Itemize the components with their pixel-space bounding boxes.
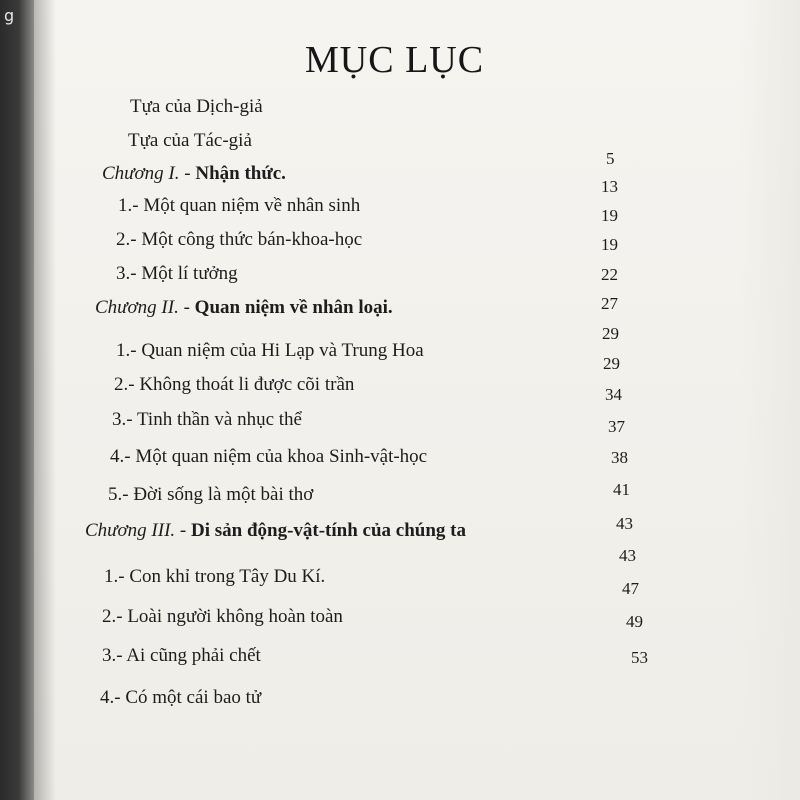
toc-entry: Tựa của Tác-giả: [128, 130, 252, 151]
page-number: 22: [601, 265, 618, 284]
page-number: 38: [611, 448, 628, 467]
toc-entry: 4.- Một quan niệm của khoa Sinh-vật-học: [110, 446, 428, 467]
toc-entry: 2.- Một công thức bán-khoa-học: [116, 229, 363, 250]
toc-entry: 3.- Một lí tưởng: [116, 263, 238, 284]
page-number: 49: [626, 612, 643, 631]
toc-entry: 2.- Không thoát li được cõi trần: [114, 374, 355, 395]
page-number: 13: [601, 177, 618, 196]
page-number: 47: [622, 579, 639, 598]
chapter-prefix: Chương III. -: [85, 520, 187, 541]
toc-entry: 1.- Quan niệm của Hi Lạp và Trung Hoa: [116, 340, 424, 361]
toc-entry: 1.- Con khỉ trong Tây Du Kí.: [104, 566, 326, 587]
chapter-title: Di sản động-vật-tính của chúng ta: [190, 520, 467, 541]
toc-entry: Tựa của Dịch-giả: [130, 96, 263, 117]
chapter-heading: [95, 297, 393, 319]
toc-entry: 5.- Đời sống là một bài thơ: [108, 484, 314, 505]
page-number: 5: [606, 149, 615, 168]
chapter-heading: [85, 520, 466, 542]
page-number: 19: [601, 235, 618, 254]
chapter-title: Nhận thức.: [195, 163, 286, 184]
chapter-prefix: Chương I. -: [102, 163, 191, 184]
toc-entry: 4.- Có một cái bao tử: [100, 687, 262, 708]
page-number: 34: [605, 385, 622, 404]
chapter-title: Quan niệm về nhân loại.: [194, 297, 393, 318]
page-number: 43: [616, 514, 633, 533]
page-number: 37: [608, 417, 625, 436]
page-number: 29: [602, 324, 619, 343]
page-number: 27: [601, 294, 618, 313]
page-number: 43: [619, 546, 636, 565]
corner-glyph: g: [4, 6, 15, 25]
toc-entry: 2.- Loài người không hoàn toàn: [102, 606, 343, 627]
chapter-prefix: Chương II. -: [95, 297, 190, 318]
toc-entry: 1.- Một quan niệm về nhân sinh: [118, 195, 361, 216]
page-title: MỤC LỤC: [305, 39, 485, 81]
toc-entry: 3.- Tinh thần và nhục thể: [112, 409, 302, 430]
toc-entry: 3.- Ai cũng phải chết: [102, 645, 261, 666]
page-number: 29: [603, 354, 620, 373]
page-number: 53: [631, 648, 648, 667]
chapter-heading: [102, 163, 286, 185]
page-number: 19: [601, 206, 618, 225]
page-number: 41: [613, 480, 630, 499]
